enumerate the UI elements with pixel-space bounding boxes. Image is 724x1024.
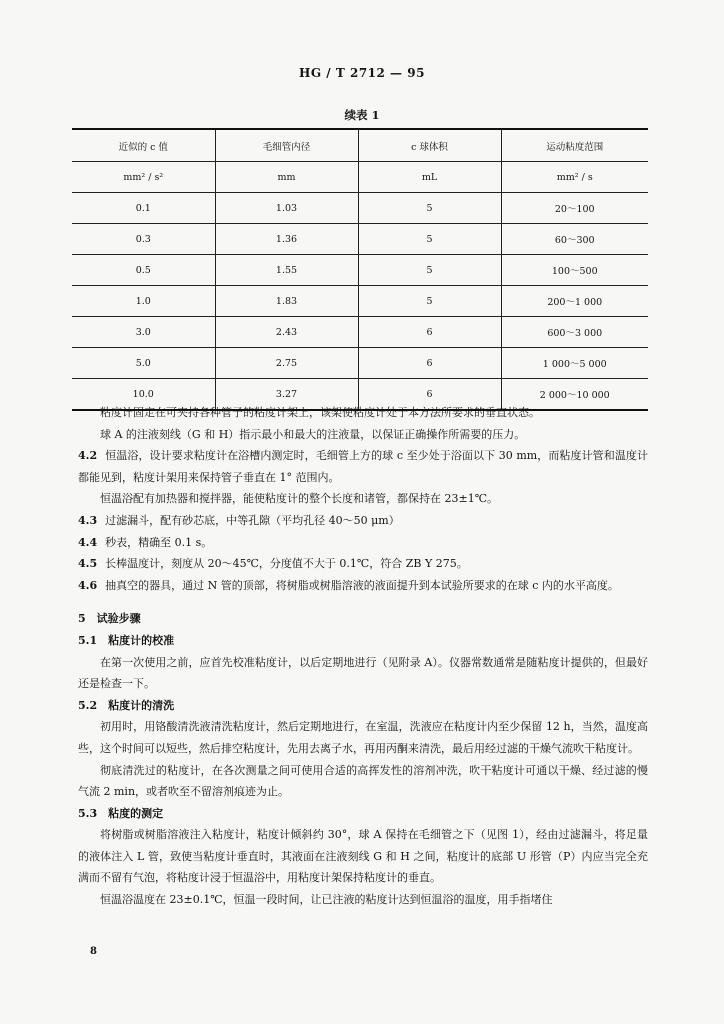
table-cell: 0.3 [72,224,215,255]
units-row [72,162,648,193]
unit-cell: mL [358,162,501,193]
unit-cell: mm [215,162,358,193]
section-5-2-title: 5.2 粘度计的清洗 [78,698,175,712]
table-cell: 1.36 [215,224,358,255]
table-cell: 5 [358,255,501,286]
paragraph: 恒温浴温度在 23±0.1℃，恒温一段时间，让已注液的粘度计达到恒温浴的温度，用手指堵住 [100,893,553,907]
table-row [72,286,648,317]
column-header: 近似的 c 值 [72,129,215,162]
clause-number: 4.3 [78,513,98,527]
paragraph: 恒温浴配有加热器和搅拌器，能使粘度计的整个长度和诸管，都保持在 23±1℃。 [100,492,499,506]
clause-4-5 [78,553,648,575]
table-cell: 1 000～5 000 [501,348,648,379]
table-caption: 续表 1 [344,108,380,122]
paragraph: 球 A 的注液刻线（G 和 H）指示最小和最大的注液量，以保证正确操作所需要的压力。 [100,427,526,441]
table-cell: 60～300 [501,224,648,255]
standard-number-header: HG / T 2712 — 95 [299,66,425,80]
table-cell: 5 [358,193,501,224]
clause-text: 长棒温度计，刻度从 20～45℃，分度值不大于 0.1℃，符合 ZB Y 275。 [105,557,468,571]
table-cell: 0.5 [72,255,215,286]
column-header: 毛细管内径 [215,129,358,162]
table-row [72,255,648,286]
table-cell: 100～500 [501,255,648,286]
table-cell: 2.75 [215,348,358,379]
section-5-3-title: 5.3 粘度的测定 [78,806,164,820]
body-text [78,402,648,911]
table-cell: 3.0 [72,317,215,348]
table-cell: 5.0 [72,348,215,379]
table-cell: 200～1 000 [501,286,648,317]
table-cell: 2 000～10 000 [501,379,648,411]
table-cell: 600～3 000 [501,317,648,348]
clause-number: 4.4 [78,535,98,549]
table-cell: 6 [358,379,501,411]
clause-text: 秒表，精确至 0.1 s。 [105,535,213,549]
viscometer-spec-table [72,128,648,411]
table-row [72,193,648,224]
clause-text: 抽真空的器具，通过 N 管的顶部，将树脂或树脂溶液的液面提升到本试验所要求的在球 c 内的水平高度。 [105,578,619,592]
table-row [72,348,648,379]
clause-4-3 [78,510,648,532]
clause-text: 恒温浴，设计要求粘度计在浴槽内测定时，毛细管上方的球 c 至少处于浴面以下 30 mm，而粘度计管和温度计都能见到，粘度计架用来保持管子垂直在 1° 范围内。 [78,449,648,484]
column-header: 运动粘度范围 [501,129,648,162]
table-cell: 2.43 [215,317,358,348]
table-cell: 1.0 [72,286,215,317]
paragraph: 彻底清洗过的粘度计，在各次测量之间可使用合适的高挥发性的溶剂冲洗，吹干粘度计可通以干燥、经过滤的慢气流 2 min，或者吹至不留溶剂痕迹为止。 [78,763,648,799]
paragraph: 在第一次使用之前，应首先校准粘度计，以后定期地进行（见附录 A）。仪器常数通常是随粘度计提供的，但最好还是检查一下。 [78,655,648,691]
column-header: c 球体积 [358,129,501,162]
page-number: 8 [90,946,97,957]
table-cell: 6 [358,348,501,379]
clause-4-2 [78,445,648,488]
table-cell: 1.03 [215,193,358,224]
table-cell: 3.27 [215,379,358,411]
unit-cell: mm² / s² [72,162,215,193]
section-5-1-title: 5.1 粘度计的校准 [78,633,175,647]
clause-4-6 [78,575,648,597]
clause-4-4 [78,532,648,554]
table-row [72,317,648,348]
paragraph: 粘度计固定在可夹持各种管子的粘度计架上，该架使粘度计处于本方法所要求的垂直状态。 [100,406,540,419]
table-cell: 6 [358,317,501,348]
table-cell: 0.1 [72,193,215,224]
paragraph: 初用时，用铬酸清洗液清洗粘度计，然后定期地进行，在室温，洗液应在粘度计内至少保留 12 h，当然，温度高些，这个时间可以短些，然后排空粘度计，先用去离子水，再用丙酮来清洗，最后用经过滤的干燥气流吹干粘度计。 [78,720,648,755]
clause-number: 4.6 [78,578,98,592]
table-cell: 5 [358,286,501,317]
table-cell: 10.0 [72,379,215,411]
unit-cell: mm² / s [501,162,648,193]
paragraph: 将树脂或树脂溶液注入粘度计，粘度计倾斜约 30°，球 A 保持在毛细管之下（见图 1），经由过滤漏斗，将足量的液体注入 L 管，致使当粘度计垂直时，其液面在注液刻线 G 和 H 之间，粘度计的底部 U 形管（P）内应当完全充满而不留有气泡，将粘度计浸于恒温浴中，用粘度计架保持粘度计的垂直。 [78,828,648,885]
table-header-row [72,129,648,162]
table-cell: 5 [358,224,501,255]
clause-number: 4.2 [78,449,98,463]
section-5-title: 5 试验步骤 [78,612,141,626]
table-cell: 20～100 [501,193,648,224]
clause-number: 4.5 [78,557,98,571]
table-cell: 1.55 [215,255,358,286]
table-row [72,224,648,255]
clause-text: 过滤漏斗，配有砂芯底，中等孔隙（平均孔径 40～50 μm） [105,513,400,527]
table-cell: 1.83 [215,286,358,317]
